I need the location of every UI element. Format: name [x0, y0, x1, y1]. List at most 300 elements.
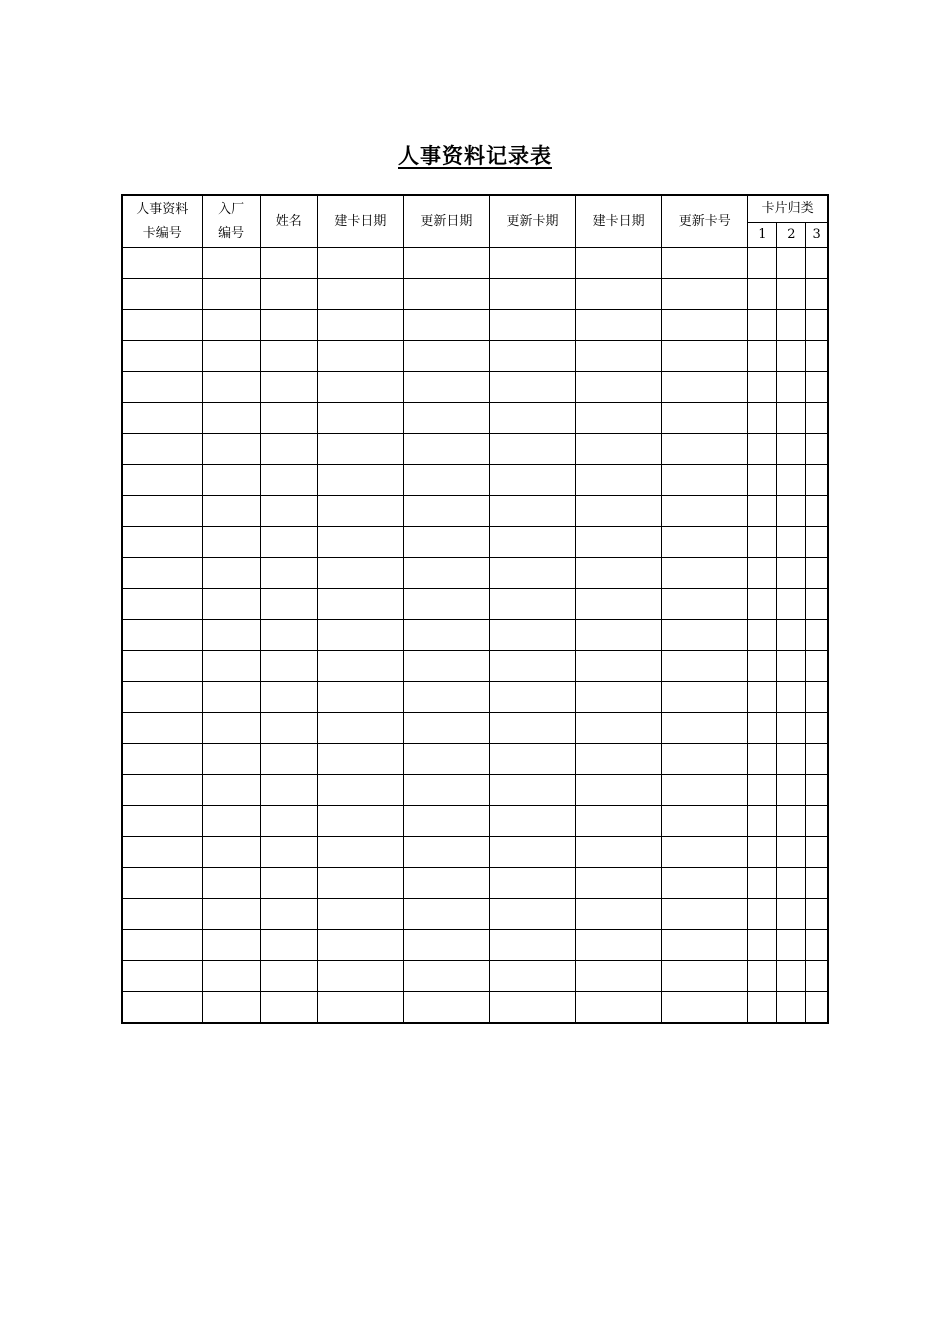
empty-cell[interactable] [260, 682, 317, 713]
empty-cell[interactable] [260, 589, 317, 620]
empty-cell[interactable] [260, 341, 317, 372]
empty-cell[interactable] [122, 341, 202, 372]
empty-cell[interactable] [202, 651, 260, 682]
empty-cell[interactable] [317, 558, 403, 589]
empty-cell[interactable] [777, 620, 806, 651]
empty-cell[interactable] [662, 372, 748, 403]
empty-cell[interactable] [317, 744, 403, 775]
empty-cell[interactable] [806, 930, 828, 961]
empty-cell[interactable] [202, 775, 260, 806]
empty-cell[interactable] [662, 682, 748, 713]
empty-cell[interactable] [202, 620, 260, 651]
empty-cell[interactable] [260, 806, 317, 837]
empty-cell[interactable] [260, 434, 317, 465]
empty-cell[interactable] [122, 713, 202, 744]
empty-cell[interactable] [489, 279, 575, 310]
empty-cell[interactable] [806, 651, 828, 682]
empty-cell[interactable] [806, 620, 828, 651]
empty-cell[interactable] [777, 589, 806, 620]
empty-cell[interactable] [489, 248, 575, 279]
empty-cell[interactable] [202, 837, 260, 868]
empty-cell[interactable] [777, 930, 806, 961]
empty-cell[interactable] [576, 589, 662, 620]
empty-cell[interactable] [202, 961, 260, 992]
table-row [122, 961, 828, 992]
empty-cell[interactable] [806, 341, 828, 372]
empty-cell[interactable] [748, 713, 777, 744]
empty-cell[interactable] [260, 620, 317, 651]
empty-cell[interactable] [202, 465, 260, 496]
empty-cell[interactable] [122, 434, 202, 465]
empty-cell[interactable] [317, 496, 403, 527]
empty-cell[interactable] [202, 527, 260, 558]
empty-cell[interactable] [576, 868, 662, 899]
empty-cell[interactable] [806, 279, 828, 310]
empty-cell[interactable] [748, 806, 777, 837]
empty-cell[interactable] [748, 992, 777, 1024]
table-row [122, 279, 828, 310]
empty-cell[interactable] [260, 775, 317, 806]
empty-cell[interactable] [260, 496, 317, 527]
table-row [122, 744, 828, 775]
empty-cell[interactable] [122, 868, 202, 899]
empty-cell[interactable] [662, 899, 748, 930]
table-row [122, 682, 828, 713]
empty-cell[interactable] [403, 434, 489, 465]
table-row [122, 713, 828, 744]
empty-cell[interactable] [202, 899, 260, 930]
empty-cell[interactable] [122, 310, 202, 341]
table-row [122, 899, 828, 930]
empty-cell[interactable] [748, 744, 777, 775]
table-row [122, 775, 828, 806]
empty-cell[interactable] [777, 310, 806, 341]
empty-cell[interactable] [748, 589, 777, 620]
table-row [122, 837, 828, 868]
empty-cell[interactable] [202, 279, 260, 310]
empty-cell[interactable] [122, 589, 202, 620]
empty-cell[interactable] [662, 930, 748, 961]
header-class-2: 2 [777, 223, 806, 248]
empty-cell[interactable] [662, 496, 748, 527]
empty-cell[interactable] [122, 682, 202, 713]
empty-cell[interactable] [748, 527, 777, 558]
empty-cell[interactable] [777, 837, 806, 868]
empty-cell[interactable] [317, 775, 403, 806]
empty-cell[interactable] [748, 682, 777, 713]
empty-cell[interactable] [576, 806, 662, 837]
empty-cell[interactable] [576, 310, 662, 341]
empty-cell[interactable] [777, 806, 806, 837]
empty-cell[interactable] [489, 527, 575, 558]
empty-cell[interactable] [489, 992, 575, 1024]
empty-cell[interactable] [662, 837, 748, 868]
empty-cell[interactable] [403, 496, 489, 527]
empty-cell[interactable] [748, 775, 777, 806]
empty-cell[interactable] [202, 310, 260, 341]
empty-cell[interactable] [806, 775, 828, 806]
empty-cell[interactable] [202, 744, 260, 775]
empty-cell[interactable] [202, 682, 260, 713]
empty-cell[interactable] [576, 744, 662, 775]
empty-cell[interactable] [403, 744, 489, 775]
empty-cell[interactable] [202, 930, 260, 961]
empty-cell[interactable] [317, 868, 403, 899]
empty-cell[interactable] [662, 434, 748, 465]
empty-cell[interactable] [777, 434, 806, 465]
empty-cell[interactable] [260, 713, 317, 744]
empty-cell[interactable] [122, 279, 202, 310]
empty-cell[interactable] [260, 310, 317, 341]
empty-cell[interactable] [806, 682, 828, 713]
empty-cell[interactable] [806, 310, 828, 341]
empty-cell[interactable] [777, 372, 806, 403]
empty-cell[interactable] [260, 651, 317, 682]
empty-cell[interactable] [777, 527, 806, 558]
empty-cell[interactable] [122, 775, 202, 806]
empty-cell[interactable] [748, 558, 777, 589]
empty-cell[interactable] [202, 713, 260, 744]
header-update-period: 更新卡期 [489, 195, 575, 248]
empty-cell[interactable] [748, 372, 777, 403]
empty-cell[interactable] [122, 403, 202, 434]
empty-cell[interactable] [403, 713, 489, 744]
table-row [122, 992, 828, 1024]
empty-cell[interactable] [122, 527, 202, 558]
empty-cell[interactable] [777, 961, 806, 992]
empty-cell[interactable] [317, 341, 403, 372]
empty-cell[interactable] [576, 248, 662, 279]
empty-cell[interactable] [317, 527, 403, 558]
empty-cell[interactable] [489, 558, 575, 589]
empty-cell[interactable] [260, 248, 317, 279]
empty-cell[interactable] [202, 868, 260, 899]
empty-cell[interactable] [576, 403, 662, 434]
empty-cell[interactable] [489, 434, 575, 465]
empty-cell[interactable] [122, 465, 202, 496]
empty-cell[interactable] [748, 868, 777, 899]
empty-cell[interactable] [260, 837, 317, 868]
empty-cell[interactable] [662, 620, 748, 651]
empty-cell[interactable] [260, 868, 317, 899]
empty-cell[interactable] [260, 992, 317, 1024]
empty-cell[interactable] [122, 930, 202, 961]
empty-cell[interactable] [806, 992, 828, 1024]
empty-cell[interactable] [806, 837, 828, 868]
empty-cell[interactable] [317, 620, 403, 651]
empty-cell[interactable] [403, 341, 489, 372]
table-row [122, 434, 828, 465]
empty-cell[interactable] [260, 744, 317, 775]
empty-cell[interactable] [748, 620, 777, 651]
empty-cell[interactable] [576, 682, 662, 713]
empty-cell[interactable] [317, 992, 403, 1024]
empty-cell[interactable] [403, 248, 489, 279]
empty-cell[interactable] [489, 310, 575, 341]
empty-cell[interactable] [403, 310, 489, 341]
empty-cell[interactable] [806, 868, 828, 899]
empty-cell[interactable] [122, 961, 202, 992]
empty-cell[interactable] [576, 620, 662, 651]
empty-cell[interactable] [202, 372, 260, 403]
empty-cell[interactable] [489, 651, 575, 682]
empty-cell[interactable] [576, 372, 662, 403]
empty-cell[interactable] [403, 279, 489, 310]
empty-cell[interactable] [489, 372, 575, 403]
empty-cell[interactable] [806, 496, 828, 527]
empty-cell[interactable] [748, 899, 777, 930]
empty-cell[interactable] [576, 527, 662, 558]
empty-cell[interactable] [748, 837, 777, 868]
empty-cell[interactable] [489, 930, 575, 961]
empty-cell[interactable] [748, 403, 777, 434]
empty-cell[interactable] [806, 961, 828, 992]
empty-cell[interactable] [489, 868, 575, 899]
empty-cell[interactable] [403, 961, 489, 992]
empty-cell[interactable] [662, 403, 748, 434]
empty-cell[interactable] [748, 248, 777, 279]
empty-cell[interactable] [202, 558, 260, 589]
empty-cell[interactable] [806, 589, 828, 620]
empty-cell[interactable] [317, 713, 403, 744]
empty-cell[interactable] [202, 248, 260, 279]
empty-cell[interactable] [403, 403, 489, 434]
empty-cell[interactable] [806, 558, 828, 589]
empty-cell[interactable] [202, 403, 260, 434]
empty-cell[interactable] [489, 775, 575, 806]
empty-cell[interactable] [806, 527, 828, 558]
empty-cell[interactable] [489, 961, 575, 992]
empty-cell[interactable] [403, 558, 489, 589]
empty-cell[interactable] [317, 806, 403, 837]
empty-cell[interactable] [777, 713, 806, 744]
empty-cell[interactable] [806, 899, 828, 930]
empty-cell[interactable] [777, 496, 806, 527]
table-row [122, 341, 828, 372]
empty-cell[interactable] [662, 961, 748, 992]
empty-cell[interactable] [403, 372, 489, 403]
empty-cell[interactable] [777, 465, 806, 496]
empty-cell[interactable] [576, 930, 662, 961]
empty-cell[interactable] [576, 558, 662, 589]
empty-cell[interactable] [489, 837, 575, 868]
empty-cell[interactable] [122, 496, 202, 527]
empty-cell[interactable] [662, 806, 748, 837]
empty-cell[interactable] [260, 899, 317, 930]
empty-cell[interactable] [662, 992, 748, 1024]
empty-cell[interactable] [777, 248, 806, 279]
empty-cell[interactable] [202, 496, 260, 527]
header-classification: 卡片归类 [748, 195, 828, 223]
empty-cell[interactable] [260, 930, 317, 961]
empty-cell[interactable] [777, 279, 806, 310]
empty-cell[interactable] [806, 403, 828, 434]
empty-cell[interactable] [122, 899, 202, 930]
empty-cell[interactable] [576, 775, 662, 806]
empty-cell[interactable] [489, 465, 575, 496]
empty-cell[interactable] [748, 310, 777, 341]
empty-cell[interactable] [202, 589, 260, 620]
empty-cell[interactable] [403, 589, 489, 620]
empty-cell[interactable] [260, 403, 317, 434]
empty-cell[interactable] [777, 868, 806, 899]
empty-cell[interactable] [489, 744, 575, 775]
empty-cell[interactable] [489, 496, 575, 527]
empty-cell[interactable] [576, 992, 662, 1024]
empty-cell[interactable] [662, 279, 748, 310]
empty-cell[interactable] [576, 496, 662, 527]
empty-cell[interactable] [806, 248, 828, 279]
empty-cell[interactable] [806, 465, 828, 496]
empty-cell[interactable] [403, 868, 489, 899]
empty-cell[interactable] [317, 589, 403, 620]
empty-cell[interactable] [122, 651, 202, 682]
table-row [122, 589, 828, 620]
empty-cell[interactable] [748, 651, 777, 682]
empty-cell[interactable] [202, 341, 260, 372]
empty-cell[interactable] [403, 527, 489, 558]
empty-cell[interactable] [489, 403, 575, 434]
header-class-3: 3 [806, 223, 828, 248]
table-row [122, 620, 828, 651]
empty-cell[interactable] [202, 806, 260, 837]
empty-cell[interactable] [317, 651, 403, 682]
empty-cell[interactable] [317, 434, 403, 465]
empty-cell[interactable] [662, 589, 748, 620]
empty-cell[interactable] [576, 434, 662, 465]
table-row [122, 806, 828, 837]
empty-cell[interactable] [202, 434, 260, 465]
empty-cell[interactable] [122, 248, 202, 279]
empty-cell[interactable] [777, 558, 806, 589]
empty-cell[interactable] [317, 465, 403, 496]
empty-cell[interactable] [576, 465, 662, 496]
empty-cell[interactable] [403, 620, 489, 651]
empty-cell[interactable] [576, 837, 662, 868]
empty-cell[interactable] [403, 992, 489, 1024]
empty-cell[interactable] [748, 465, 777, 496]
empty-cell[interactable] [260, 527, 317, 558]
empty-cell[interactable] [122, 992, 202, 1024]
empty-cell[interactable] [317, 961, 403, 992]
empty-cell[interactable] [317, 372, 403, 403]
empty-cell[interactable] [777, 403, 806, 434]
empty-cell[interactable] [260, 961, 317, 992]
empty-cell[interactable] [576, 341, 662, 372]
empty-cell[interactable] [317, 248, 403, 279]
empty-cell[interactable] [489, 341, 575, 372]
empty-cell[interactable] [260, 558, 317, 589]
empty-cell[interactable] [317, 837, 403, 868]
empty-cell[interactable] [489, 713, 575, 744]
empty-cell[interactable] [403, 837, 489, 868]
empty-cell[interactable] [748, 930, 777, 961]
empty-cell[interactable] [777, 341, 806, 372]
empty-cell[interactable] [662, 651, 748, 682]
empty-cell[interactable] [777, 992, 806, 1024]
empty-cell[interactable] [489, 806, 575, 837]
empty-cell[interactable] [777, 682, 806, 713]
empty-cell[interactable] [748, 961, 777, 992]
empty-cell[interactable] [122, 837, 202, 868]
empty-cell[interactable] [317, 930, 403, 961]
empty-cell[interactable] [122, 620, 202, 651]
empty-cell[interactable] [777, 651, 806, 682]
empty-cell[interactable] [122, 372, 202, 403]
empty-cell[interactable] [403, 930, 489, 961]
empty-cell[interactable] [260, 372, 317, 403]
empty-cell[interactable] [403, 806, 489, 837]
empty-cell[interactable] [260, 465, 317, 496]
empty-cell[interactable] [662, 558, 748, 589]
empty-cell[interactable] [662, 527, 748, 558]
empty-cell[interactable] [489, 589, 575, 620]
record-table [121, 194, 829, 1024]
empty-cell[interactable] [489, 899, 575, 930]
empty-cell[interactable] [403, 465, 489, 496]
empty-cell[interactable] [317, 403, 403, 434]
empty-cell[interactable] [489, 620, 575, 651]
empty-cell[interactable] [748, 279, 777, 310]
empty-cell[interactable] [576, 961, 662, 992]
empty-cell[interactable] [403, 682, 489, 713]
empty-cell[interactable] [317, 682, 403, 713]
empty-cell[interactable] [576, 279, 662, 310]
empty-cell[interactable] [806, 744, 828, 775]
empty-cell[interactable] [122, 744, 202, 775]
empty-cell[interactable] [317, 279, 403, 310]
empty-cell[interactable] [662, 868, 748, 899]
empty-cell[interactable] [662, 775, 748, 806]
empty-cell[interactable] [662, 465, 748, 496]
empty-cell[interactable] [122, 558, 202, 589]
empty-cell[interactable] [576, 651, 662, 682]
empty-cell[interactable] [777, 899, 806, 930]
empty-cell[interactable] [489, 682, 575, 713]
empty-cell[interactable] [806, 434, 828, 465]
header-entry-number: 入厂 编号 [202, 195, 260, 248]
header-class-1: 1 [748, 223, 777, 248]
empty-cell[interactable] [662, 713, 748, 744]
empty-cell[interactable] [806, 372, 828, 403]
empty-cell[interactable] [403, 775, 489, 806]
empty-cell[interactable] [403, 899, 489, 930]
empty-cell[interactable] [806, 713, 828, 744]
empty-cell[interactable] [202, 992, 260, 1024]
empty-cell[interactable] [260, 279, 317, 310]
table-row [122, 465, 828, 496]
empty-cell[interactable] [662, 341, 748, 372]
empty-cell[interactable] [317, 310, 403, 341]
empty-cell[interactable] [806, 806, 828, 837]
table-row [122, 403, 828, 434]
empty-cell[interactable] [777, 775, 806, 806]
empty-cell[interactable] [576, 713, 662, 744]
empty-cell[interactable] [662, 248, 748, 279]
empty-cell[interactable] [662, 310, 748, 341]
table-row [122, 372, 828, 403]
empty-cell[interactable] [748, 341, 777, 372]
empty-cell[interactable] [662, 744, 748, 775]
empty-cell[interactable] [403, 651, 489, 682]
table-body [122, 248, 828, 1024]
empty-cell[interactable] [748, 434, 777, 465]
empty-cell[interactable] [748, 496, 777, 527]
empty-cell[interactable] [777, 744, 806, 775]
empty-cell[interactable] [317, 899, 403, 930]
empty-cell[interactable] [576, 899, 662, 930]
empty-cell[interactable] [122, 806, 202, 837]
